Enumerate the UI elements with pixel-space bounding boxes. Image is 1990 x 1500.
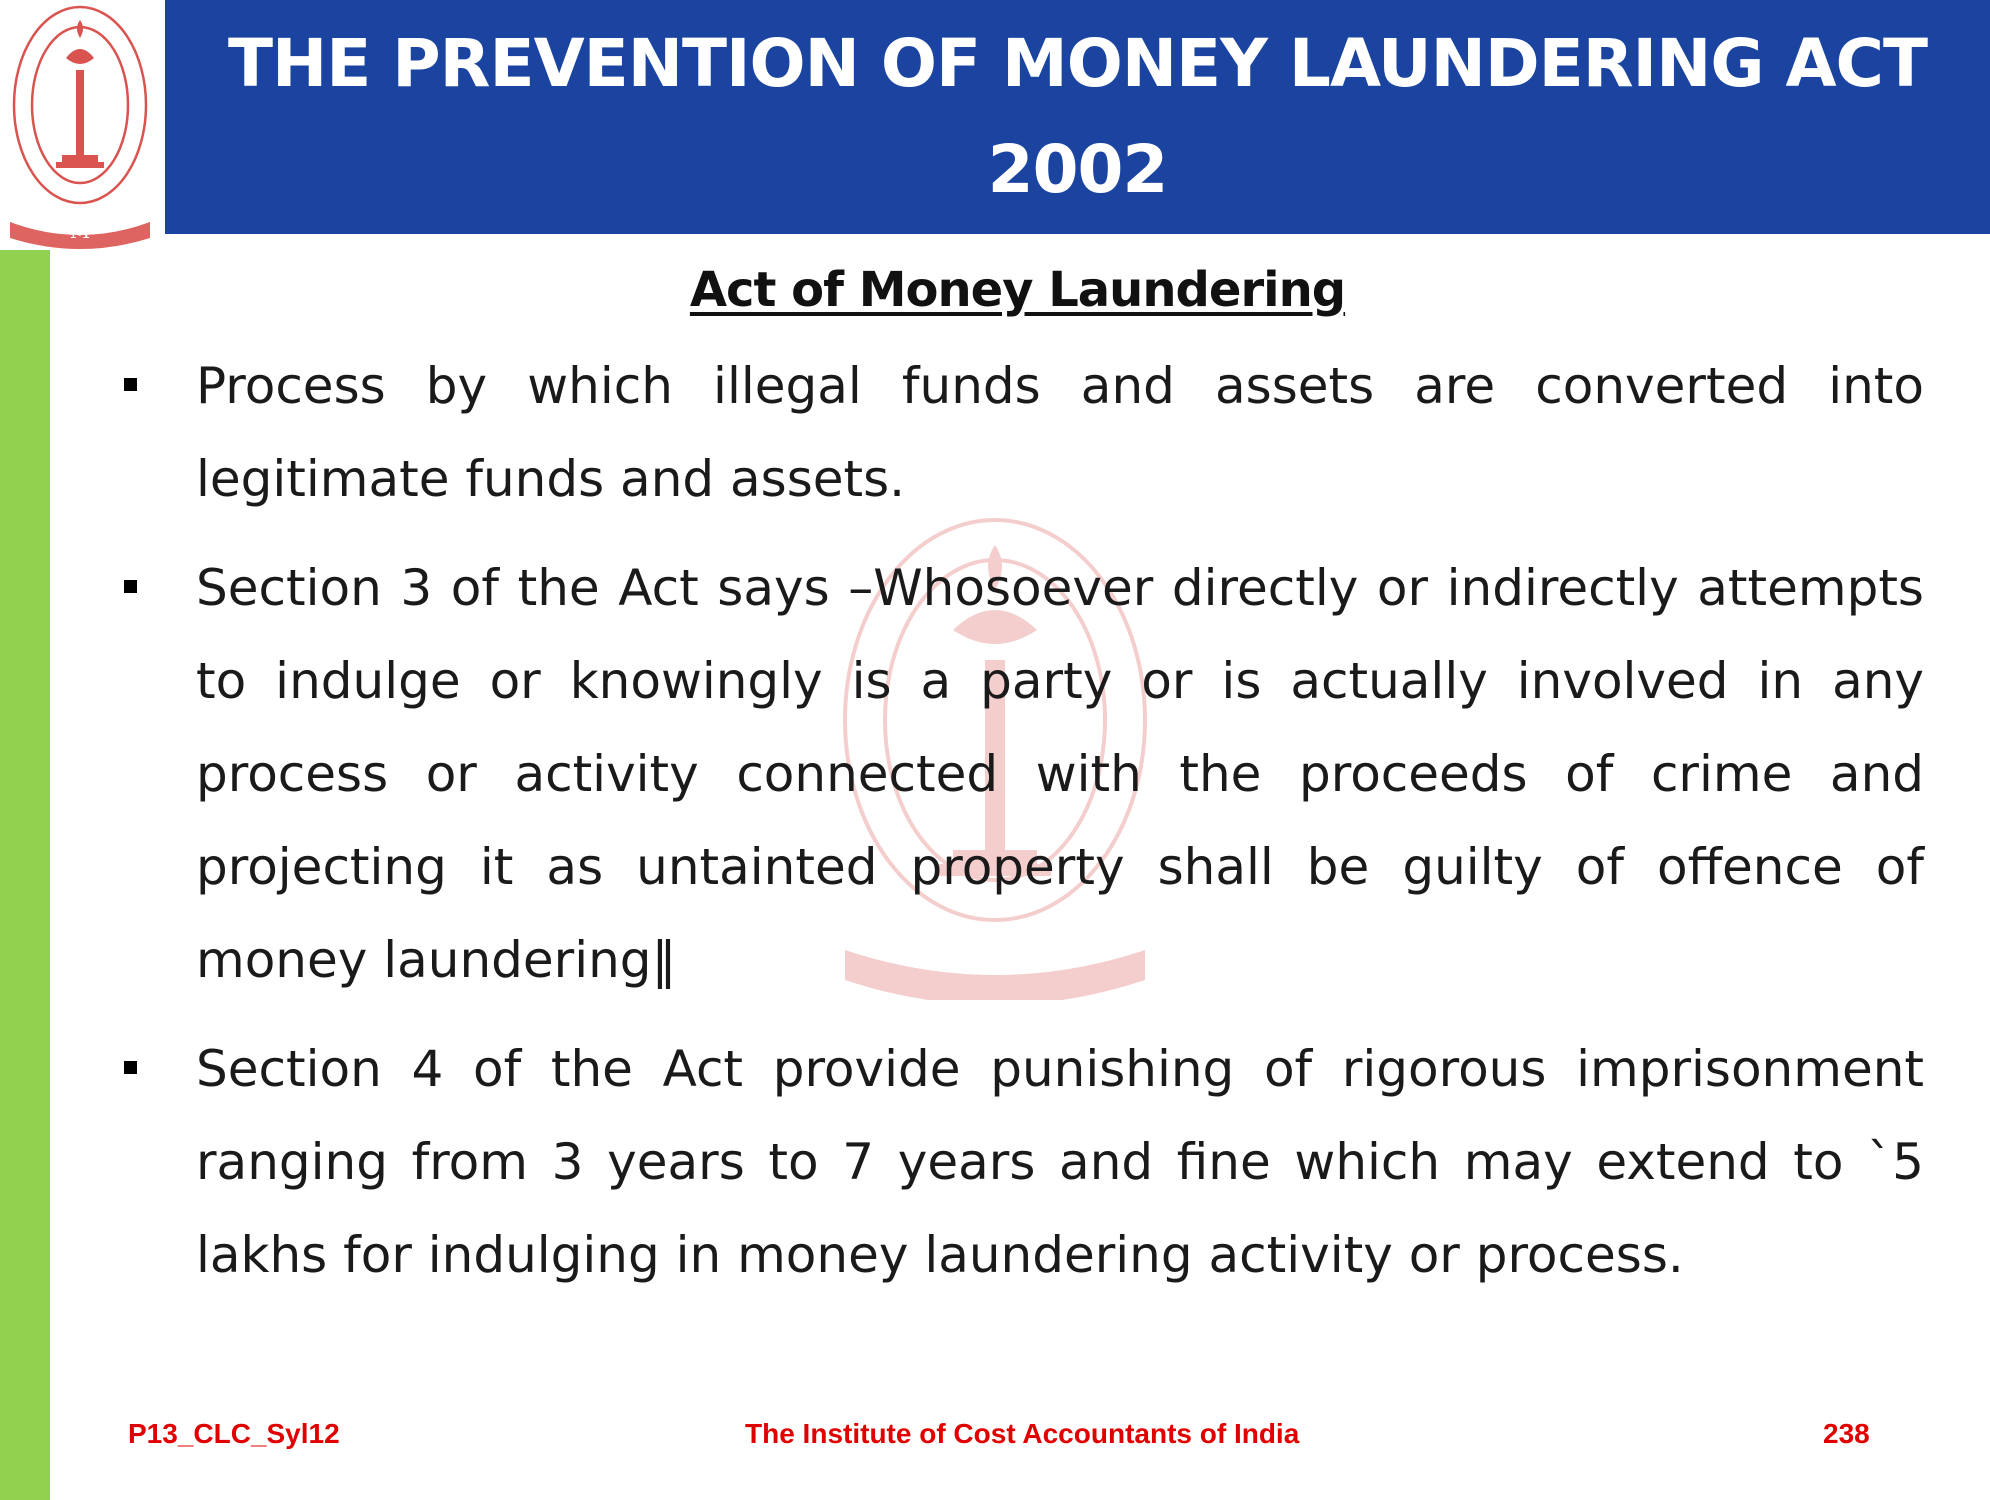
institute-seal-logo-icon <box>0 0 165 250</box>
footer-course-code: P13_CLC_Syl12 <box>128 1418 340 1449</box>
footer-page-number: 238 <box>1823 1418 1870 1449</box>
logo-area <box>0 0 165 250</box>
slide-title: THE PREVENTION OF MONEY LAUNDERING ACT 2002 <box>227 25 1928 208</box>
slide-header <box>165 0 1990 234</box>
section-heading: Act of Money Laundering <box>689 262 1346 318</box>
svg-text:M: M <box>69 219 91 243</box>
bullet-text: Section 4 of the Act provide punishing of rigorous imprisonment ranging from 3 years to 7 years and fine which may extend to `5 lakhs for indulging in money laundering activity or process. <box>196 1040 1924 1284</box>
bullet-item <box>118 1023 1924 1302</box>
bullet-text: Section 3 of the Act says –Whosoever directly or indirectly attempts to indulge or knowingly is a party or is actually involved in any process or activity connected with the proceeds of crime and projecting it as untainted property shall be guilty of offence of money laundering‖ <box>196 559 1924 989</box>
left-accent-bar <box>0 250 50 1500</box>
bullet-item <box>118 340 1924 526</box>
square-bullet-icon <box>124 1061 137 1074</box>
square-bullet-icon <box>124 580 137 593</box>
bullet-text: Process by which illegal funds and assets are converted into legitimate funds and assets. <box>196 357 1924 508</box>
bullet-item <box>118 542 1924 1007</box>
footer-institute-name: The Institute of Cost Accountants of India <box>745 1418 1300 1449</box>
bullet-list <box>118 340 1924 1318</box>
square-bullet-icon <box>124 378 137 391</box>
